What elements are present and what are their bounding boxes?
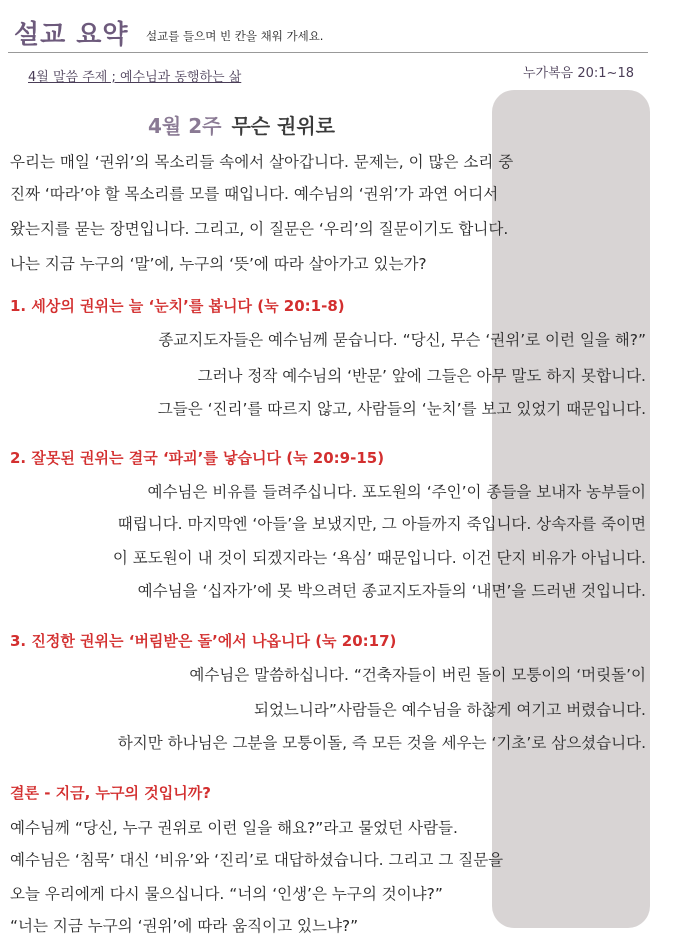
- section-line: 예수님은 말씀하십니다. “건축자들이 버린 돌이 모퉁이의 ‘머릿돌’이: [189, 666, 646, 684]
- conclusion-line: 예수님은 ‘침묵’ 대신 ‘비유’와 ‘진리’로 대답하셨습니다. 그리고 그 질문을: [10, 851, 504, 869]
- conclusion-line: 예수님께 “당신, 누구 권위로 이런 일을 해요?”라고 물었던 사람들.: [10, 819, 458, 837]
- conclusion-heading: 결론 - 지금, 누구의 것입니까?: [10, 784, 211, 802]
- side-panel-background: [492, 90, 650, 928]
- conclusion-line: “너는 지금 누구의 ‘권위’에 따라 움직이고 있느냐?”: [10, 917, 359, 935]
- section-heading: 1. 세상의 권위는 늘 ‘눈치’를 봅니다 (눅 20:1-8): [10, 297, 345, 315]
- section-line: 그러나 정작 예수님의 ‘반문’ 앞에 그들은 아무 말도 하지 못합니다.: [197, 367, 646, 385]
- section-line: 종교지도자들은 예수님께 묻습니다. “당신, 무슨 ‘권위’로 이런 일을 해?”: [158, 331, 646, 349]
- section-heading: 2. 잘못된 권위는 결국 ‘파괴’를 낳습니다 (눅 20:9-15): [10, 449, 385, 467]
- sermon-week: 4월 2주: [148, 114, 222, 138]
- intro-line: 왔는지를 묻는 장면입니다. 그리고, 이 질문은 ‘우리’의 질문이기도 합니다.: [10, 220, 509, 238]
- section-line: 예수님은 비유를 들려주십니다. 포도원의 ‘주인’이 종들을 보내자 농부들이: [147, 483, 646, 501]
- scripture-reference: 누가복음 20:1~18: [523, 66, 634, 81]
- section-line: 이 포도원이 내 것이 되겠지라는 ‘욕심’ 때문입니다. 이건 단지 비유가 아닙니다.: [112, 549, 646, 567]
- intro-line: 나는 지금 누구의 ‘말’에, 누구의 ‘뜻’에 따라 살아가고 있는가?: [10, 255, 427, 273]
- section-heading: 3. 진정한 권위는 ‘버림받은 돌’에서 나옵니다 (눅 20:17): [10, 632, 397, 650]
- section-line: 되었느니라”사람들은 예수님을 하찮게 여기고 버렸습니다.: [253, 701, 646, 719]
- intro-line: 진짜 ‘따라’야 할 목소리를 모를 때입니다. 예수님의 ‘권위’가 과연 어디서: [10, 185, 499, 203]
- header-divider: [8, 52, 648, 53]
- section-line: 때립니다. 마지막엔 ‘아들’을 보냈지만, 그 아들까지 죽입니다. 상속자를 죽이면: [117, 515, 646, 533]
- section-line: 하지만 하나님은 그분을 모퉁이돌, 즉 모든 것을 세우는 ‘기초’로 삼으셨습니다.: [117, 734, 646, 752]
- sermon-title: [148, 110, 335, 139]
- page-title: 설교 요약: [14, 20, 129, 50]
- monthly-theme: 4월 말씀 주제 ; 예수님과 동행하는 삶: [28, 70, 242, 85]
- conclusion-line: 오늘 우리에게 다시 물으십니다. “너의 ‘인생’은 누구의 것이냐?”: [10, 885, 443, 903]
- section-line: 그들은 ‘진리’를 따르지 않고, 사람들의 ‘눈치’를 보고 있었기 때문입니다.: [157, 400, 646, 418]
- instruction-text: 설교를 들으며 빈 칸을 채워 가세요.: [146, 29, 324, 43]
- sermon-topic: 무슨 권위로: [231, 114, 336, 138]
- intro-line: 우리는 매일 ‘권위’의 목소리들 속에서 살아갑니다. 문제는, 이 많은 소리 중: [10, 153, 514, 171]
- section-line: 예수님을 ‘십자가’에 못 박으려던 종교지도자들의 ‘내면’을 드러낸 것입니다.: [137, 582, 646, 600]
